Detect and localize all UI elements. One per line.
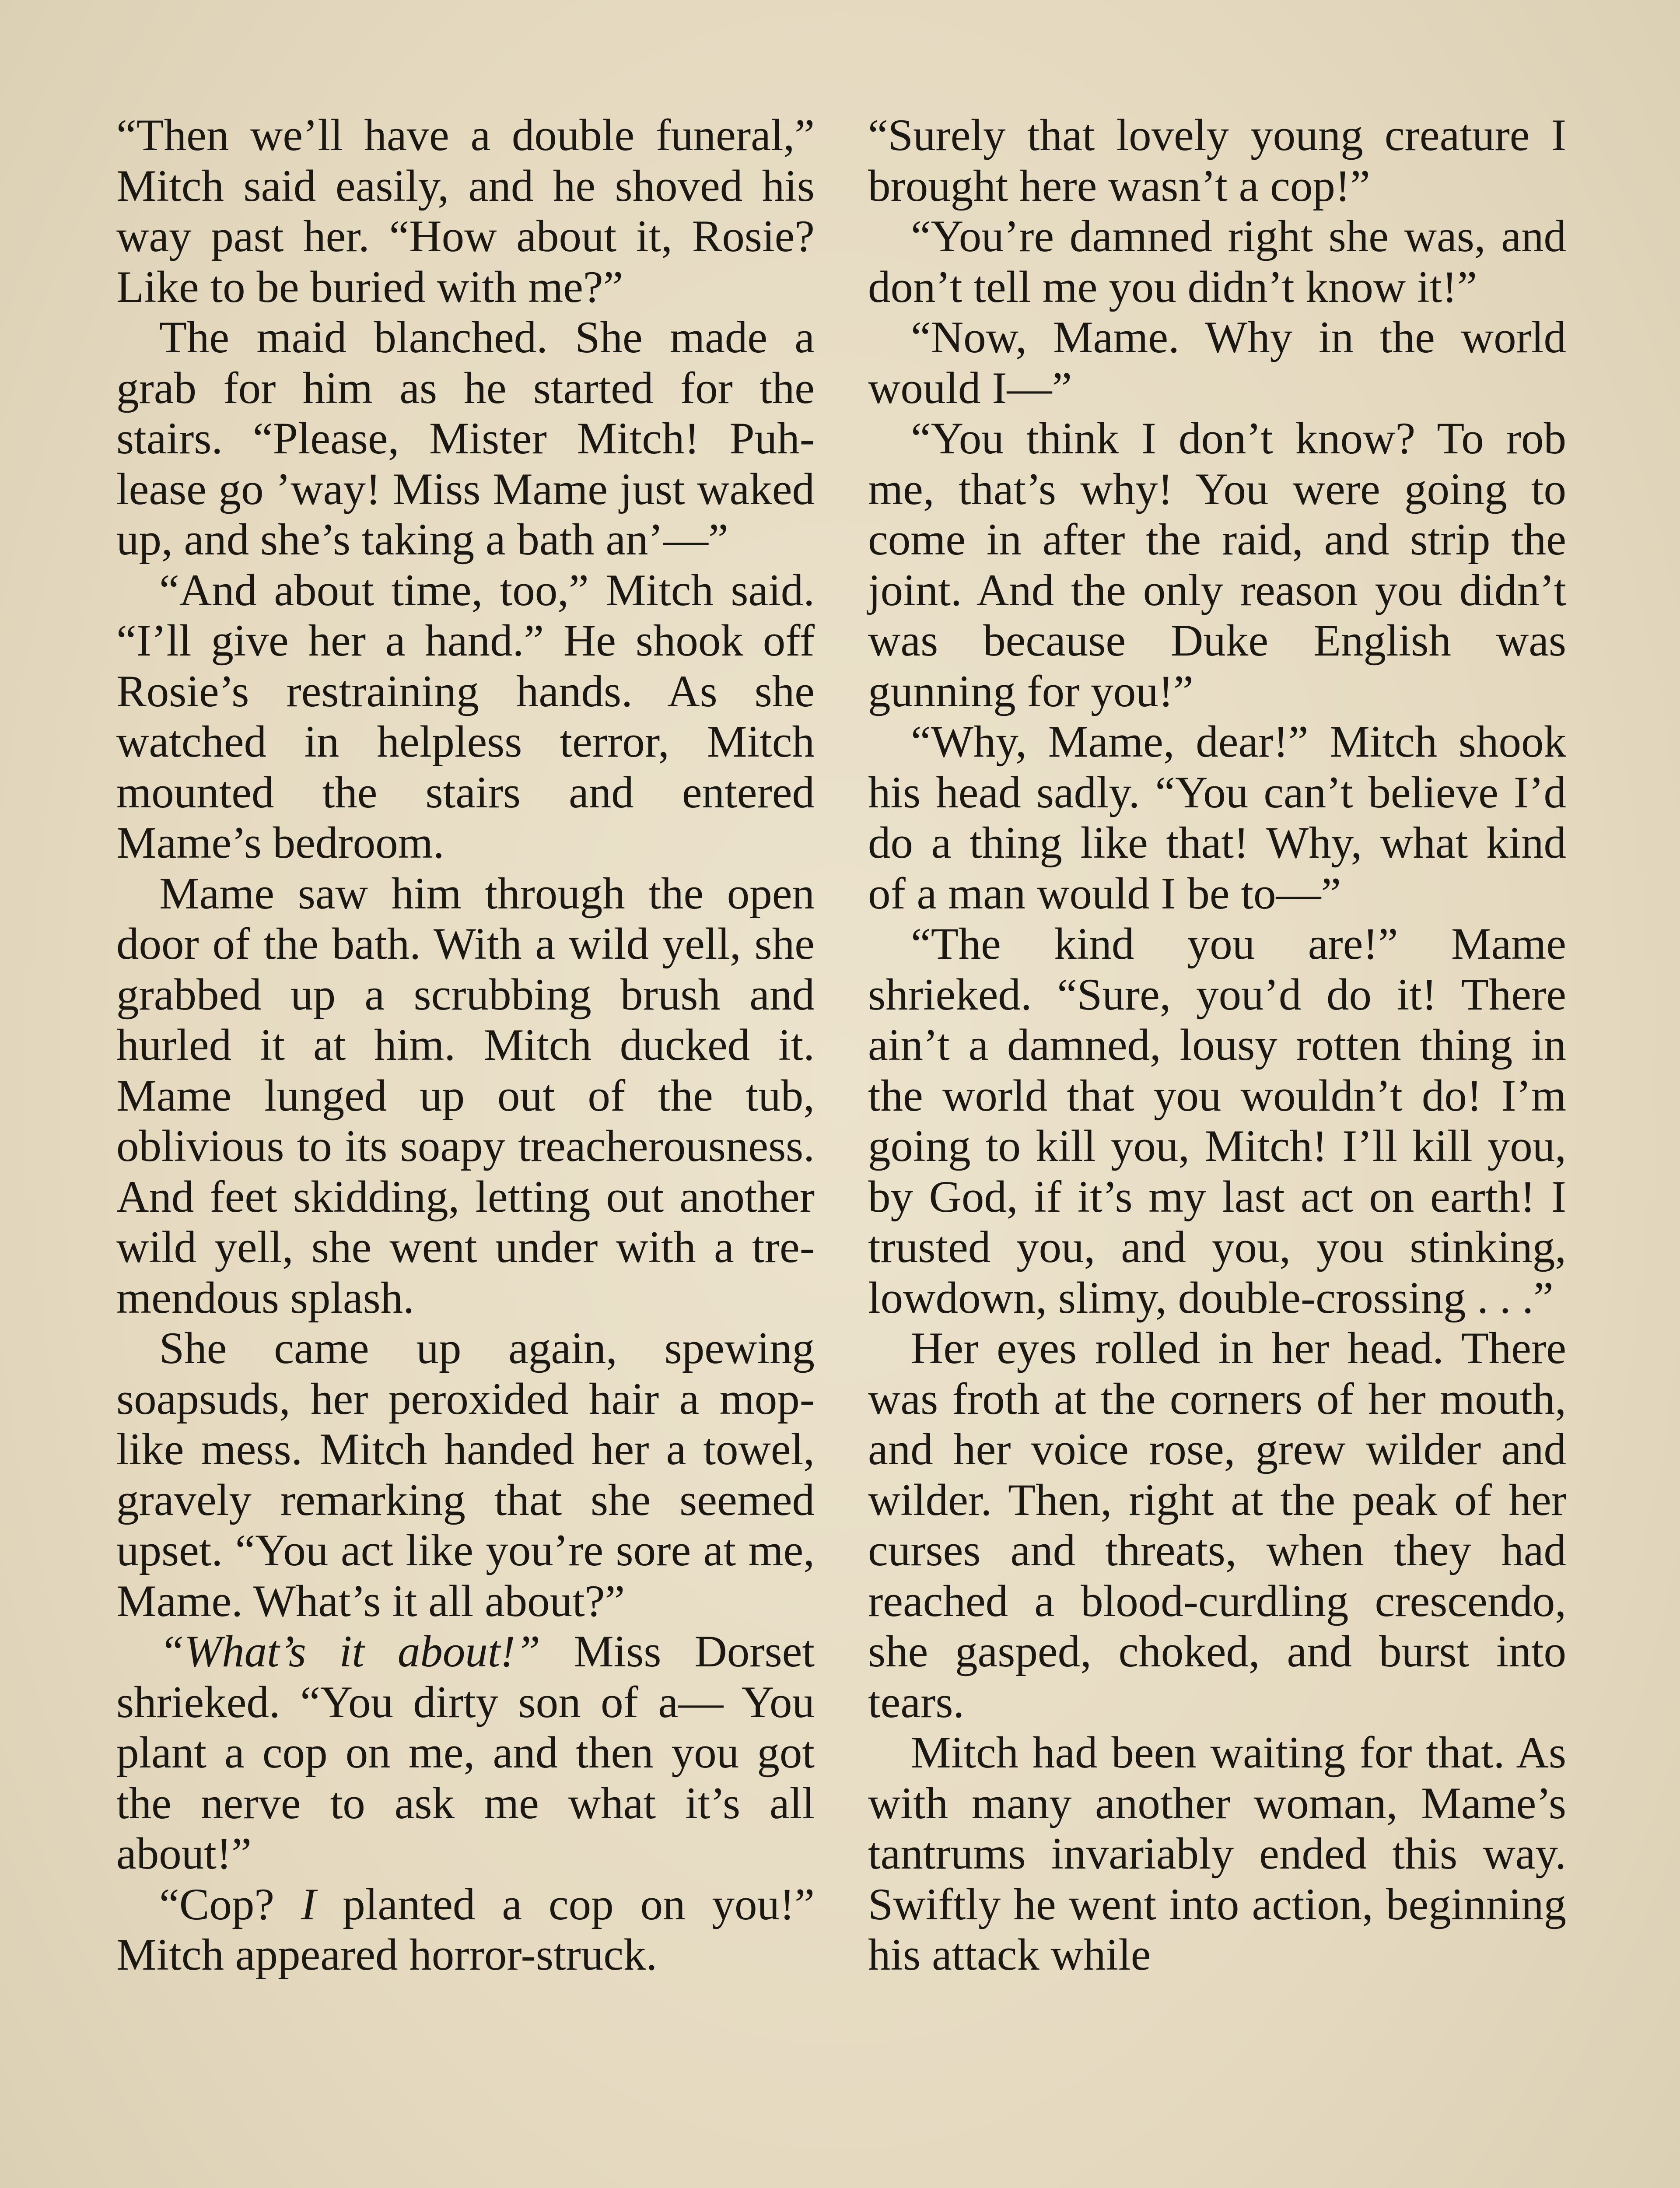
paragraph: She came up again, spewing soapsuds, her peroxided hair a mop-like mess. Mitch handed her a towel, gravely remarking that she seemed upset. “You act like you’re sore at me, Mame. What’s it all about?” [116, 1323, 815, 1626]
paragraph: “You’re damned right she was, and don’t tell me you didn’t know it!” [868, 211, 1566, 312]
italic-word: I [301, 1879, 316, 1929]
italic-exclamation: “What’s it about!” [159, 1627, 541, 1676]
paragraph: “Surely that lovely young creature I brought here wasn’t a cop!” [868, 110, 1566, 211]
paragraph-text: Miss Dorset shrieked. “You dirty son of a— You plant a cop on me, and then you got the nerve to ask me what it’s all about!” [116, 1627, 815, 1879]
paragraph-text: planted a cop on you!” Mitch appeared horror-struck. [116, 1879, 815, 1980]
paragraph: “Now, Mame. Why in the world would I—” [868, 312, 1566, 413]
paragraph: “Why, Mame, dear!” Mitch shook his head sadly. “You can’t believe I’d do a thing like that! Why, what kind of a man would I be to—” [868, 717, 1566, 919]
paragraph [116, 1879, 815, 1981]
paragraph: Mitch had been waiting for that. As with many another woman, Mame’s tantrums invariably ended this way. Swiftly he went into action, beginning his attack while [868, 1728, 1566, 1980]
paragraph: “You think I don’t know? To rob me, that’s why! You were going to come in after the raid, and strip the joint. And the only reason you didn’t was because Duke English was gunning for you!” [868, 414, 1566, 716]
paragraph: Her eyes rolled in her head. There was froth at the corners of her mouth, and her voice rose, grew wilder and wilder. Then, right at the peak of her curses and threats, when they had reached a blood-curdling crescendo, she gasped, choked, and burst into tears. [868, 1323, 1566, 1727]
paragraph: “And about time, too,” Mitch said. “I’ll give her a hand.” He shook off Rosie’s restraining hands. As she watched in helpless terror, Mitch mounted the stairs and entered Mame’s bedroom. [116, 565, 815, 868]
paragraph: Mame saw him through the open door of the bath. With a wild yell, she grabbed up a scrubbing brush and hurled it at him. Mitch ducked it. Mame lunged up out of the tub, oblivious to its soapy treacherousness. And feet skidding, letting out another wild yell, she went under with a tremendous splash. [116, 868, 815, 1323]
paragraph: The maid blanched. She made a grab for him as he started for the stairs. “Please, Mister Mitch! Puh-lease go ’way! Miss Mame just waked up, and she’s taking a bath an’—” [116, 312, 815, 565]
paragraph [116, 1627, 815, 1879]
left-text-column [116, 110, 815, 1981]
paragraph: “The kind you are!” Mame shrieked. “Sure, you’d do it! There ain’t a damned, lousy rotten thing in the world that you wouldn’t do! I’m going to kill you, Mitch! I’ll kill you, by God, if it’s my last act on earth! I trusted you, and you, you stinking, lowdown, slimy, double-crossing . . .” [868, 919, 1566, 1323]
paragraph: “Then we’ll have a double funeral,” Mitch said easily, and he shoved his way past her. “How about it, Rosie? Like to be buried with me?” [116, 110, 815, 312]
right-text-column [868, 110, 1566, 1981]
paragraph-text: “Cop? [159, 1879, 301, 1929]
